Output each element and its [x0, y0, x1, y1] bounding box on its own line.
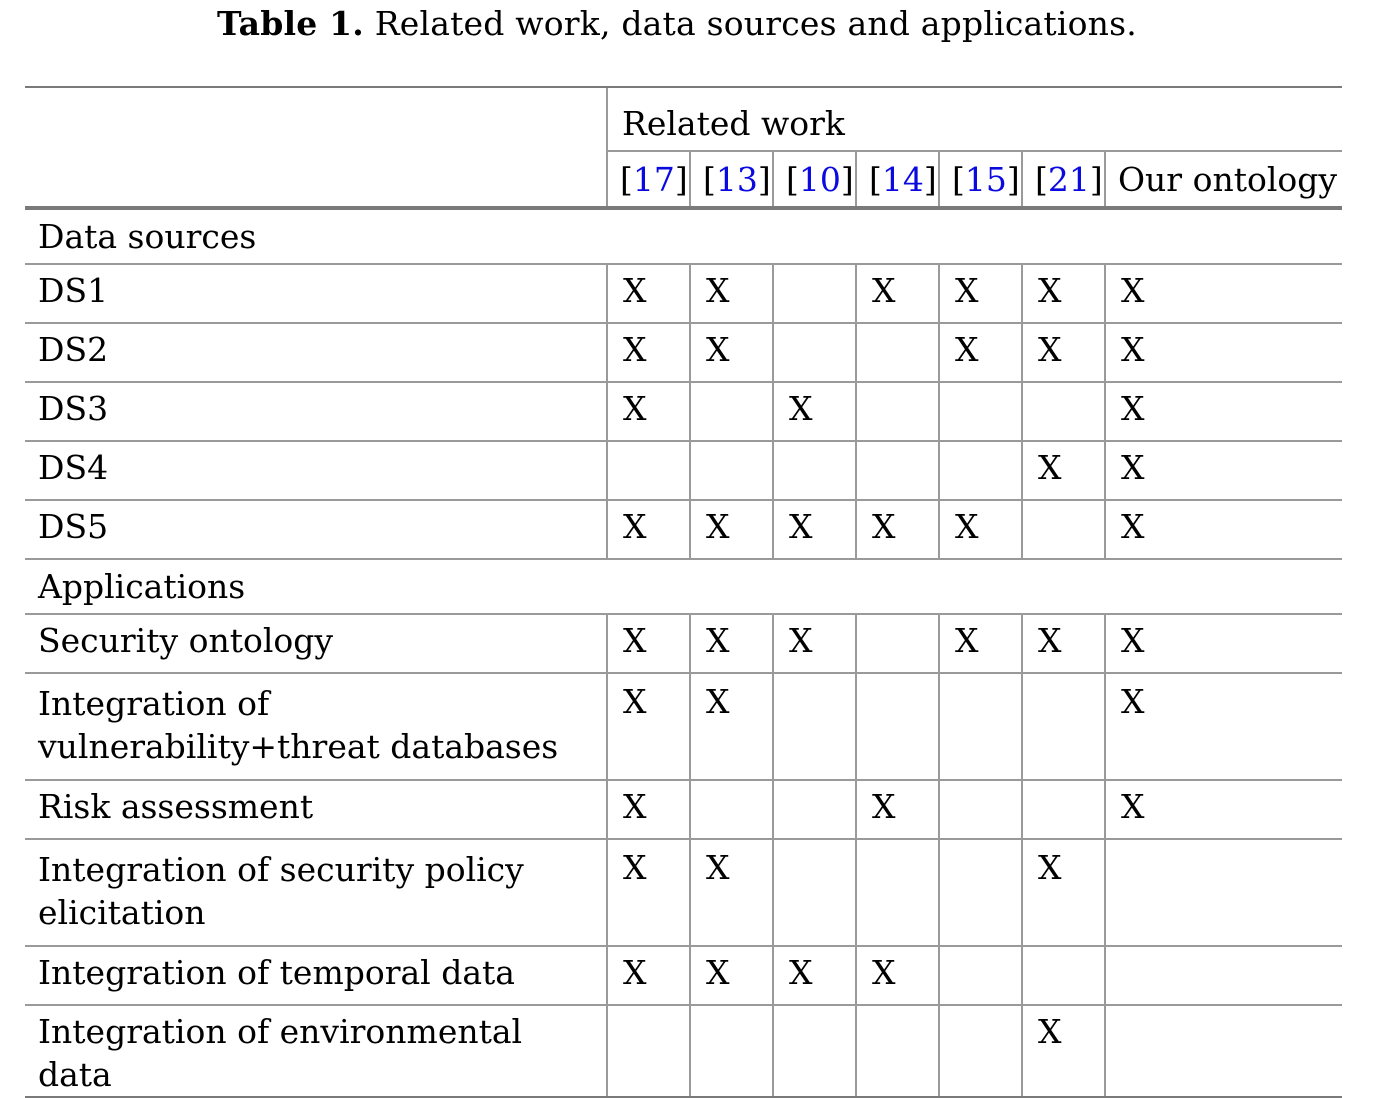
ref-mark [773, 264, 856, 323]
ref-mark: X [1022, 839, 1105, 946]
table-row [25, 323, 1342, 382]
ref-header-cell [690, 151, 773, 208]
table-row [25, 500, 1342, 559]
ref-mark [856, 323, 939, 382]
ref-mark: X [690, 500, 773, 559]
our-ontology-mark: X [1105, 264, 1342, 323]
ref-mark: X [939, 500, 1022, 559]
bracket-open: [ [1035, 159, 1048, 199]
related-work-header: Related work [607, 87, 1342, 151]
table-row [25, 1005, 1342, 1097]
bracket-close: ] [1089, 159, 1103, 199]
table-row [25, 946, 1342, 1005]
ref-mark: X [690, 673, 773, 780]
section-label: Applications [25, 559, 1342, 614]
bracket-close: ] [1006, 159, 1020, 199]
ref-mark: X [856, 264, 939, 323]
ref-mark: X [939, 264, 1022, 323]
ref-mark [939, 839, 1022, 946]
citation-link[interactable] [869, 160, 937, 199]
citation-number: 14 [881, 159, 924, 199]
ref-header-cell [773, 151, 856, 208]
ref-mark: X [607, 500, 690, 559]
ref-mark: X [856, 780, 939, 839]
header-corner-lower [25, 151, 607, 208]
citation-link[interactable] [1035, 160, 1103, 199]
ref-mark [1022, 946, 1105, 1005]
citation-link[interactable] [786, 160, 854, 199]
ref-mark: X [773, 614, 856, 673]
ref-mark [939, 1005, 1022, 1097]
bracket-close: ] [923, 159, 937, 199]
citation-number: 15 [964, 159, 1007, 199]
ref-mark [939, 946, 1022, 1005]
ref-mark [690, 780, 773, 839]
ref-mark: X [1022, 1005, 1105, 1097]
ref-mark: X [773, 946, 856, 1005]
ref-mark: X [939, 614, 1022, 673]
row-label: DS2 [25, 323, 607, 382]
ref-mark [1022, 382, 1105, 441]
related-work-table [25, 86, 1342, 1098]
row-label [25, 673, 607, 780]
ref-mark [690, 1005, 773, 1097]
table-row [25, 780, 1342, 839]
our-ontology-header: Our ontology [1105, 151, 1342, 208]
row-label: Integration of temporal data [25, 946, 607, 1005]
row-label: DS4 [25, 441, 607, 500]
ref-mark [939, 673, 1022, 780]
citation-number: 21 [1047, 159, 1090, 199]
ref-mark: X [773, 382, 856, 441]
table-row [25, 441, 1342, 500]
ref-mark [856, 441, 939, 500]
ref-mark: X [607, 614, 690, 673]
section-applications [25, 559, 1342, 614]
ref-mark: X [690, 323, 773, 382]
ref-mark [773, 1005, 856, 1097]
ref-mark: X [690, 946, 773, 1005]
table-row [25, 264, 1342, 323]
ref-mark [1022, 500, 1105, 559]
bracket-open: [ [869, 159, 882, 199]
ref-mark: X [856, 946, 939, 1005]
ref-mark [773, 780, 856, 839]
ref-mark: X [856, 500, 939, 559]
citation-link[interactable] [620, 160, 688, 199]
bracket-open: [ [703, 159, 716, 199]
ref-mark: X [607, 264, 690, 323]
citation-link[interactable] [952, 160, 1020, 199]
our-ontology-mark: X [1105, 614, 1342, 673]
our-ontology-mark [1105, 1005, 1342, 1097]
ref-mark [773, 673, 856, 780]
bracket-close: ] [840, 159, 854, 199]
row-label-line: Integration of [38, 684, 270, 723]
our-ontology-mark: X [1105, 323, 1342, 382]
our-ontology-mark: X [1105, 500, 1342, 559]
ref-mark [773, 839, 856, 946]
our-ontology-mark: X [1105, 673, 1342, 780]
ref-mark [939, 382, 1022, 441]
ref-mark [690, 441, 773, 500]
ref-mark [607, 1005, 690, 1097]
caption-text: Related work, data sources and applications. [374, 4, 1137, 43]
ref-header-cell [856, 151, 939, 208]
ref-mark: X [607, 780, 690, 839]
row-label-line: vulnerability+threat databases [38, 727, 559, 766]
ref-mark: X [607, 323, 690, 382]
ref-mark: X [690, 839, 773, 946]
ref-mark [939, 441, 1022, 500]
table-row [25, 614, 1342, 673]
ref-mark [856, 839, 939, 946]
ref-mark [1022, 673, 1105, 780]
ref-mark: X [1022, 264, 1105, 323]
row-label: Integration of environmental data [25, 1005, 607, 1097]
table-row [25, 382, 1342, 441]
ref-mark: X [1022, 323, 1105, 382]
ref-mark [607, 441, 690, 500]
section-label: Data sources [25, 208, 1342, 264]
row-label [25, 839, 607, 946]
ref-mark [773, 441, 856, 500]
ref-mark: X [773, 500, 856, 559]
table-row [25, 839, 1342, 946]
ref-mark [939, 780, 1022, 839]
caption-label: Table 1. [217, 4, 364, 43]
citation-link[interactable] [703, 160, 771, 199]
ref-mark: X [607, 839, 690, 946]
our-ontology-mark [1105, 946, 1342, 1005]
our-ontology-mark [1105, 839, 1342, 946]
row-label: DS3 [25, 382, 607, 441]
data-sources-body [25, 264, 1342, 559]
ref-mark [856, 382, 939, 441]
header-row-group [25, 87, 1342, 151]
bracket-open: [ [620, 159, 633, 199]
ref-header-cell [939, 151, 1022, 208]
header-corner [25, 87, 607, 151]
bracket-close: ] [674, 159, 688, 199]
row-label: Risk assessment [25, 780, 607, 839]
ref-mark: X [939, 323, 1022, 382]
citation-number: 10 [798, 159, 841, 199]
ref-header-cell [607, 151, 690, 208]
ref-mark: X [607, 946, 690, 1005]
bracket-open: [ [952, 159, 965, 199]
ref-mark: X [607, 382, 690, 441]
ref-header-cell [1022, 151, 1105, 208]
ref-mark [856, 673, 939, 780]
ref-mark: X [1022, 441, 1105, 500]
our-ontology-mark: X [1105, 441, 1342, 500]
ref-mark [856, 1005, 939, 1097]
row-label: DS1 [25, 264, 607, 323]
our-ontology-mark: X [1105, 780, 1342, 839]
bracket-close: ] [757, 159, 771, 199]
ref-mark [856, 614, 939, 673]
section-data-sources [25, 208, 1342, 264]
our-ontology-mark: X [1105, 382, 1342, 441]
row-label-line: elicitation [38, 893, 206, 932]
ref-mark [690, 382, 773, 441]
table-caption [0, 4, 1354, 43]
row-label-line: Integration of security policy [38, 850, 524, 889]
bracket-open: [ [786, 159, 799, 199]
ref-mark [1022, 780, 1105, 839]
table-row [25, 673, 1342, 780]
header-row-refs [25, 151, 1342, 208]
ref-mark [773, 323, 856, 382]
row-label: Security ontology [25, 614, 607, 673]
ref-mark: X [1022, 614, 1105, 673]
citation-number: 17 [632, 159, 675, 199]
ref-mark: X [690, 264, 773, 323]
row-label: DS5 [25, 500, 607, 559]
ref-mark: X [607, 673, 690, 780]
ref-mark: X [690, 614, 773, 673]
citation-number: 13 [715, 159, 758, 199]
